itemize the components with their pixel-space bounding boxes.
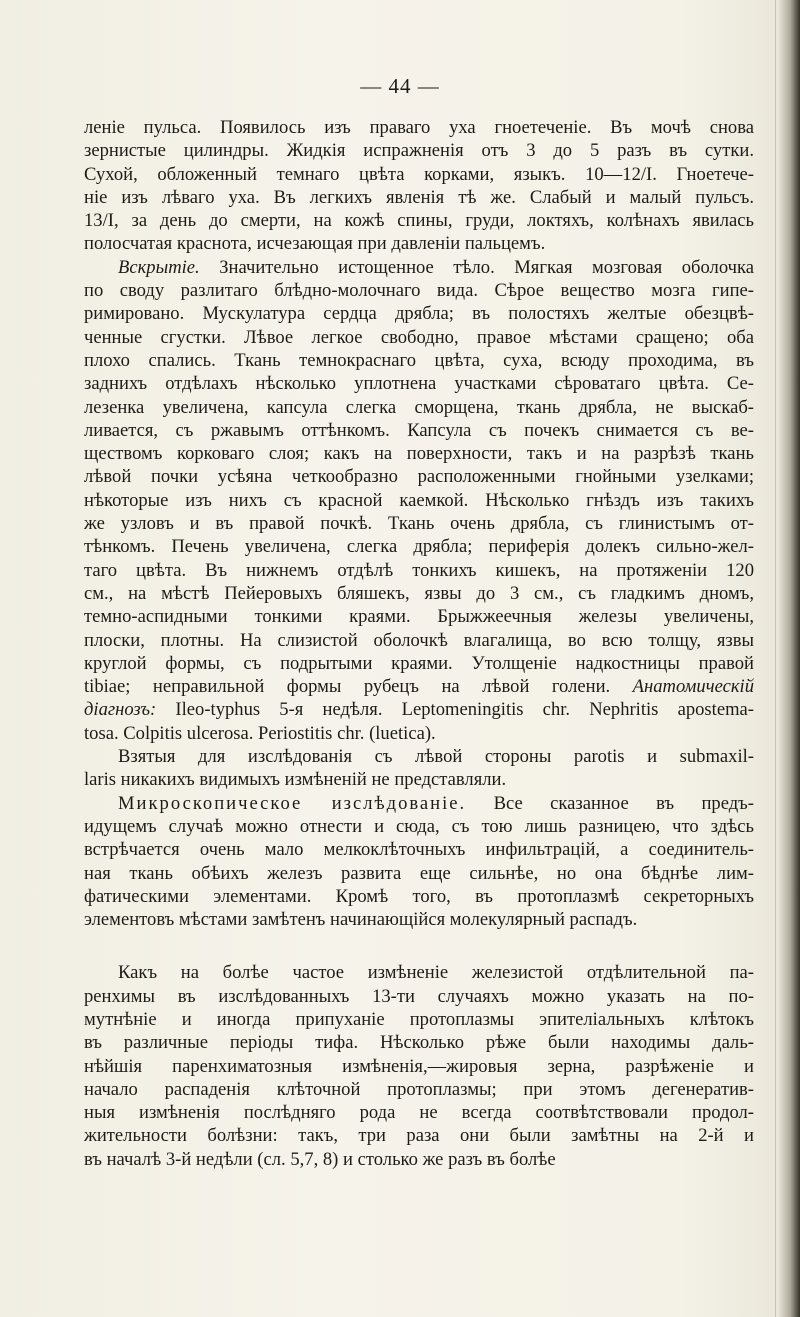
text-line [84,139,754,162]
line-text: мутнѣніе и иногда припуханіе протоплазмы эпителіальныхъ клѣтокъ [84,1008,754,1030]
line-text: ливается, съ ржавымъ оттѣнкомъ. Капсула съ почекъ снимается съ ве- [84,419,754,441]
section-gap [84,931,754,961]
text-line [84,582,754,605]
text-line [84,792,754,815]
line-text: зернистые цилиндры. Жидкія испражненія отъ 3 до 5 разъ въ сутки. [84,140,754,162]
text-line [84,419,754,442]
text-line [84,605,754,628]
text-line [84,885,754,908]
line-text: римировано. Мускулатура сердца дрябла; въ полостяхъ желтые обезцвѣ- [84,303,754,325]
line-text: таго цвѣта. Въ нижнемъ отдѣлѣ тонкихъ кишекъ, на протяженіи 120 [84,559,754,581]
paragraph [84,792,754,932]
line-text: нѣйшія паренхиматозныя измѣненія,—жировыя зерна, разрѣженіе и [84,1055,754,1077]
line-text: идущемъ случаѣ можно отнести и сюда, съ тою лишь разницею, что здѣсь [84,815,754,837]
text-line [84,838,754,861]
paragraph [84,116,754,256]
line-text: Сухой, обложенный темнаго цвѣта корками, языкъ. 10—12/I. Гноетече- [84,163,754,185]
text-line [84,465,754,488]
text-line [84,372,754,395]
text-line [84,675,754,698]
text-line [84,745,754,768]
spaced-heading: Микроскопическое изслѣдованіе. [118,792,467,814]
italic-heading: Анатомическій [632,676,754,698]
text-line [84,961,754,984]
line-text: 13/I, за день до смерти, на кожѣ спины, груди, локтяхъ, колѣнахъ явилась [84,210,754,232]
text-line [84,862,754,885]
line-text: тѣнкомъ. Печень увеличена, слегка дрябла; периферія долекъ сильно-жел- [84,536,754,558]
line-text: круглой формы, съ подрытыми краями. Утолщеніе надкостницы правой [84,652,754,674]
text-line [84,326,754,349]
paragraph [84,745,754,792]
line-text: Какъ на болѣе частое измѣненіе железистой отдѣлительной па- [118,962,754,984]
text-line [84,768,754,791]
text-line [84,279,754,302]
text-line [84,349,754,372]
line-text: ренхимы въ изслѣдованныхъ 13-ти случаяхъ можно указать на по- [84,985,754,1007]
line-text: элементовъ мѣстами замѣтенъ начинающійся молекулярный распадъ. [84,909,638,931]
text-line [84,1101,754,1124]
line-text: Значительно истощенное тѣло. Мягкая мозговая оболочка [199,256,754,278]
line-text: темно-аспидными тонкими краями. Брыжжеечныя железы увеличены, [84,606,754,628]
text-line [84,256,754,279]
line-text: плоски, плотны. На слизистой оболочкѣ влагалища, во всю толщу, язвы [84,629,754,651]
page-number: — 44 — [360,74,440,98]
text-line [84,116,754,139]
line-text: лезенка увеличена, капсула слегка сморщена, ткань дрябла, не выскаб- [84,396,754,418]
text-line [84,559,754,582]
line-text: Ileo-typhus 5-я недѣля. Leptomeningitis chr. Nephritis apostema- [156,699,754,721]
line-text: ная ткань обѣихъ железъ развита еще сильнѣе, но она бѣднѣе лим- [84,862,754,884]
line-text: же узловъ и въ правой почкѣ. Ткань очень дрябла, съ глинистымъ от- [84,513,754,535]
line-text: ществомъ корковаго слоя; какъ на поверхности, такъ и на разрѣзѣ ткань [84,443,754,465]
text-line [84,1148,754,1171]
line-text: tosa. Colpitis ulcerosa. Periostitis chr. (luetica). [84,722,436,744]
paragraph [84,961,754,1171]
text-line [84,209,754,232]
line-text: въ началѣ 3-й недѣли (сл. 5,7, 8) и столько же разъ въ болѣе [84,1148,556,1170]
text-line [84,629,754,652]
line-text: tibiae; неправильной формы рубецъ на лѣвой голени. [84,676,633,698]
line-text: лѣвой почки усѣяна четкообразно расположенными гнойными узелками; [84,466,754,488]
text-line [84,652,754,675]
line-text: плохо спались. Ткань темнокраснаго цвѣта, суха, всюду проходима, въ [84,349,754,371]
line-text: начало распаденія клѣточной протоплазмы; при этомъ дегенератив- [84,1078,754,1100]
line-text: laris никакихъ видимыхъ измѣненій не представляли. [84,769,507,791]
paragraph [84,256,754,745]
line-text: Взятыя для изслѣдованія съ лѣвой стороны parotis и submaxil- [118,746,754,768]
italic-heading: діагнозъ: [84,699,157,721]
text-line [84,815,754,838]
text-line [84,722,754,745]
line-text: въ различные періоды тифа. Нѣсколько рѣже были находимы даль- [84,1032,754,1054]
line-text: заднихъ отдѣлахъ нѣсколько уплотнена участками сѣроватаго цвѣта. Се- [84,373,754,395]
line-text: ченные сгустки. Лѣвое легкое свободно, правое мѣстами сращено; оба [84,326,754,348]
text-line [84,442,754,465]
text-line [84,512,754,535]
text-line [84,163,754,186]
line-text: см., на мѣстѣ Пейеровыхъ бляшекъ, язвы до 3 см., съ гладкимъ дномъ, [84,582,754,604]
page-edge-shadow [778,0,800,1317]
text-body [84,116,754,1171]
text-line [84,302,754,325]
line-text: нѣкоторые изъ нихъ съ красной каемкой. Нѣсколько гнѣздъ изъ такихъ [84,489,754,511]
page-fold-line [775,0,776,1317]
text-line [84,1078,754,1101]
text-line [84,1008,754,1031]
line-text: ніе изъ лѣваго уха. Въ легкихъ явленія тѣ же. Слабый и малый пульсъ. [84,186,754,208]
text-line [84,1055,754,1078]
text-line [84,908,754,931]
line-text: встрѣчается очень мало мелкоклѣточныхъ инфильтрацій, а соединитель- [84,839,754,861]
text-line [84,985,754,1008]
line-text: жительности болѣзни: такъ, три раза они были замѣтны на 2-й и [84,1125,754,1147]
line-text: леніе пульса. Появилось изъ праваго уха гноетеченіе. Въ мочѣ снова [84,117,754,138]
line-text: ныя измѣненія послѣдняго рода не всегда соотвѣтствовали продол- [84,1102,754,1124]
text-line [84,489,754,512]
text-line [84,186,754,209]
text-line [84,535,754,558]
text-line [84,396,754,419]
italic-heading: Вскрытіе. [118,256,200,278]
line-text: полосчатая краснота, исчезающая при давленіи пальцемъ. [84,233,546,255]
line-text: фатическими элементами. Кромѣ того, въ протоплазмѣ секреторныхъ [84,885,754,907]
line-text: Все сказанное въ предъ- [466,792,754,814]
text-line [84,1031,754,1054]
text-line [84,698,754,721]
text-line [84,232,754,255]
line-text: по своду разлитаго блѣдно-молочнаго вида. Сѣрое вещество мозга гипе- [84,280,754,302]
text-line [84,1124,754,1147]
